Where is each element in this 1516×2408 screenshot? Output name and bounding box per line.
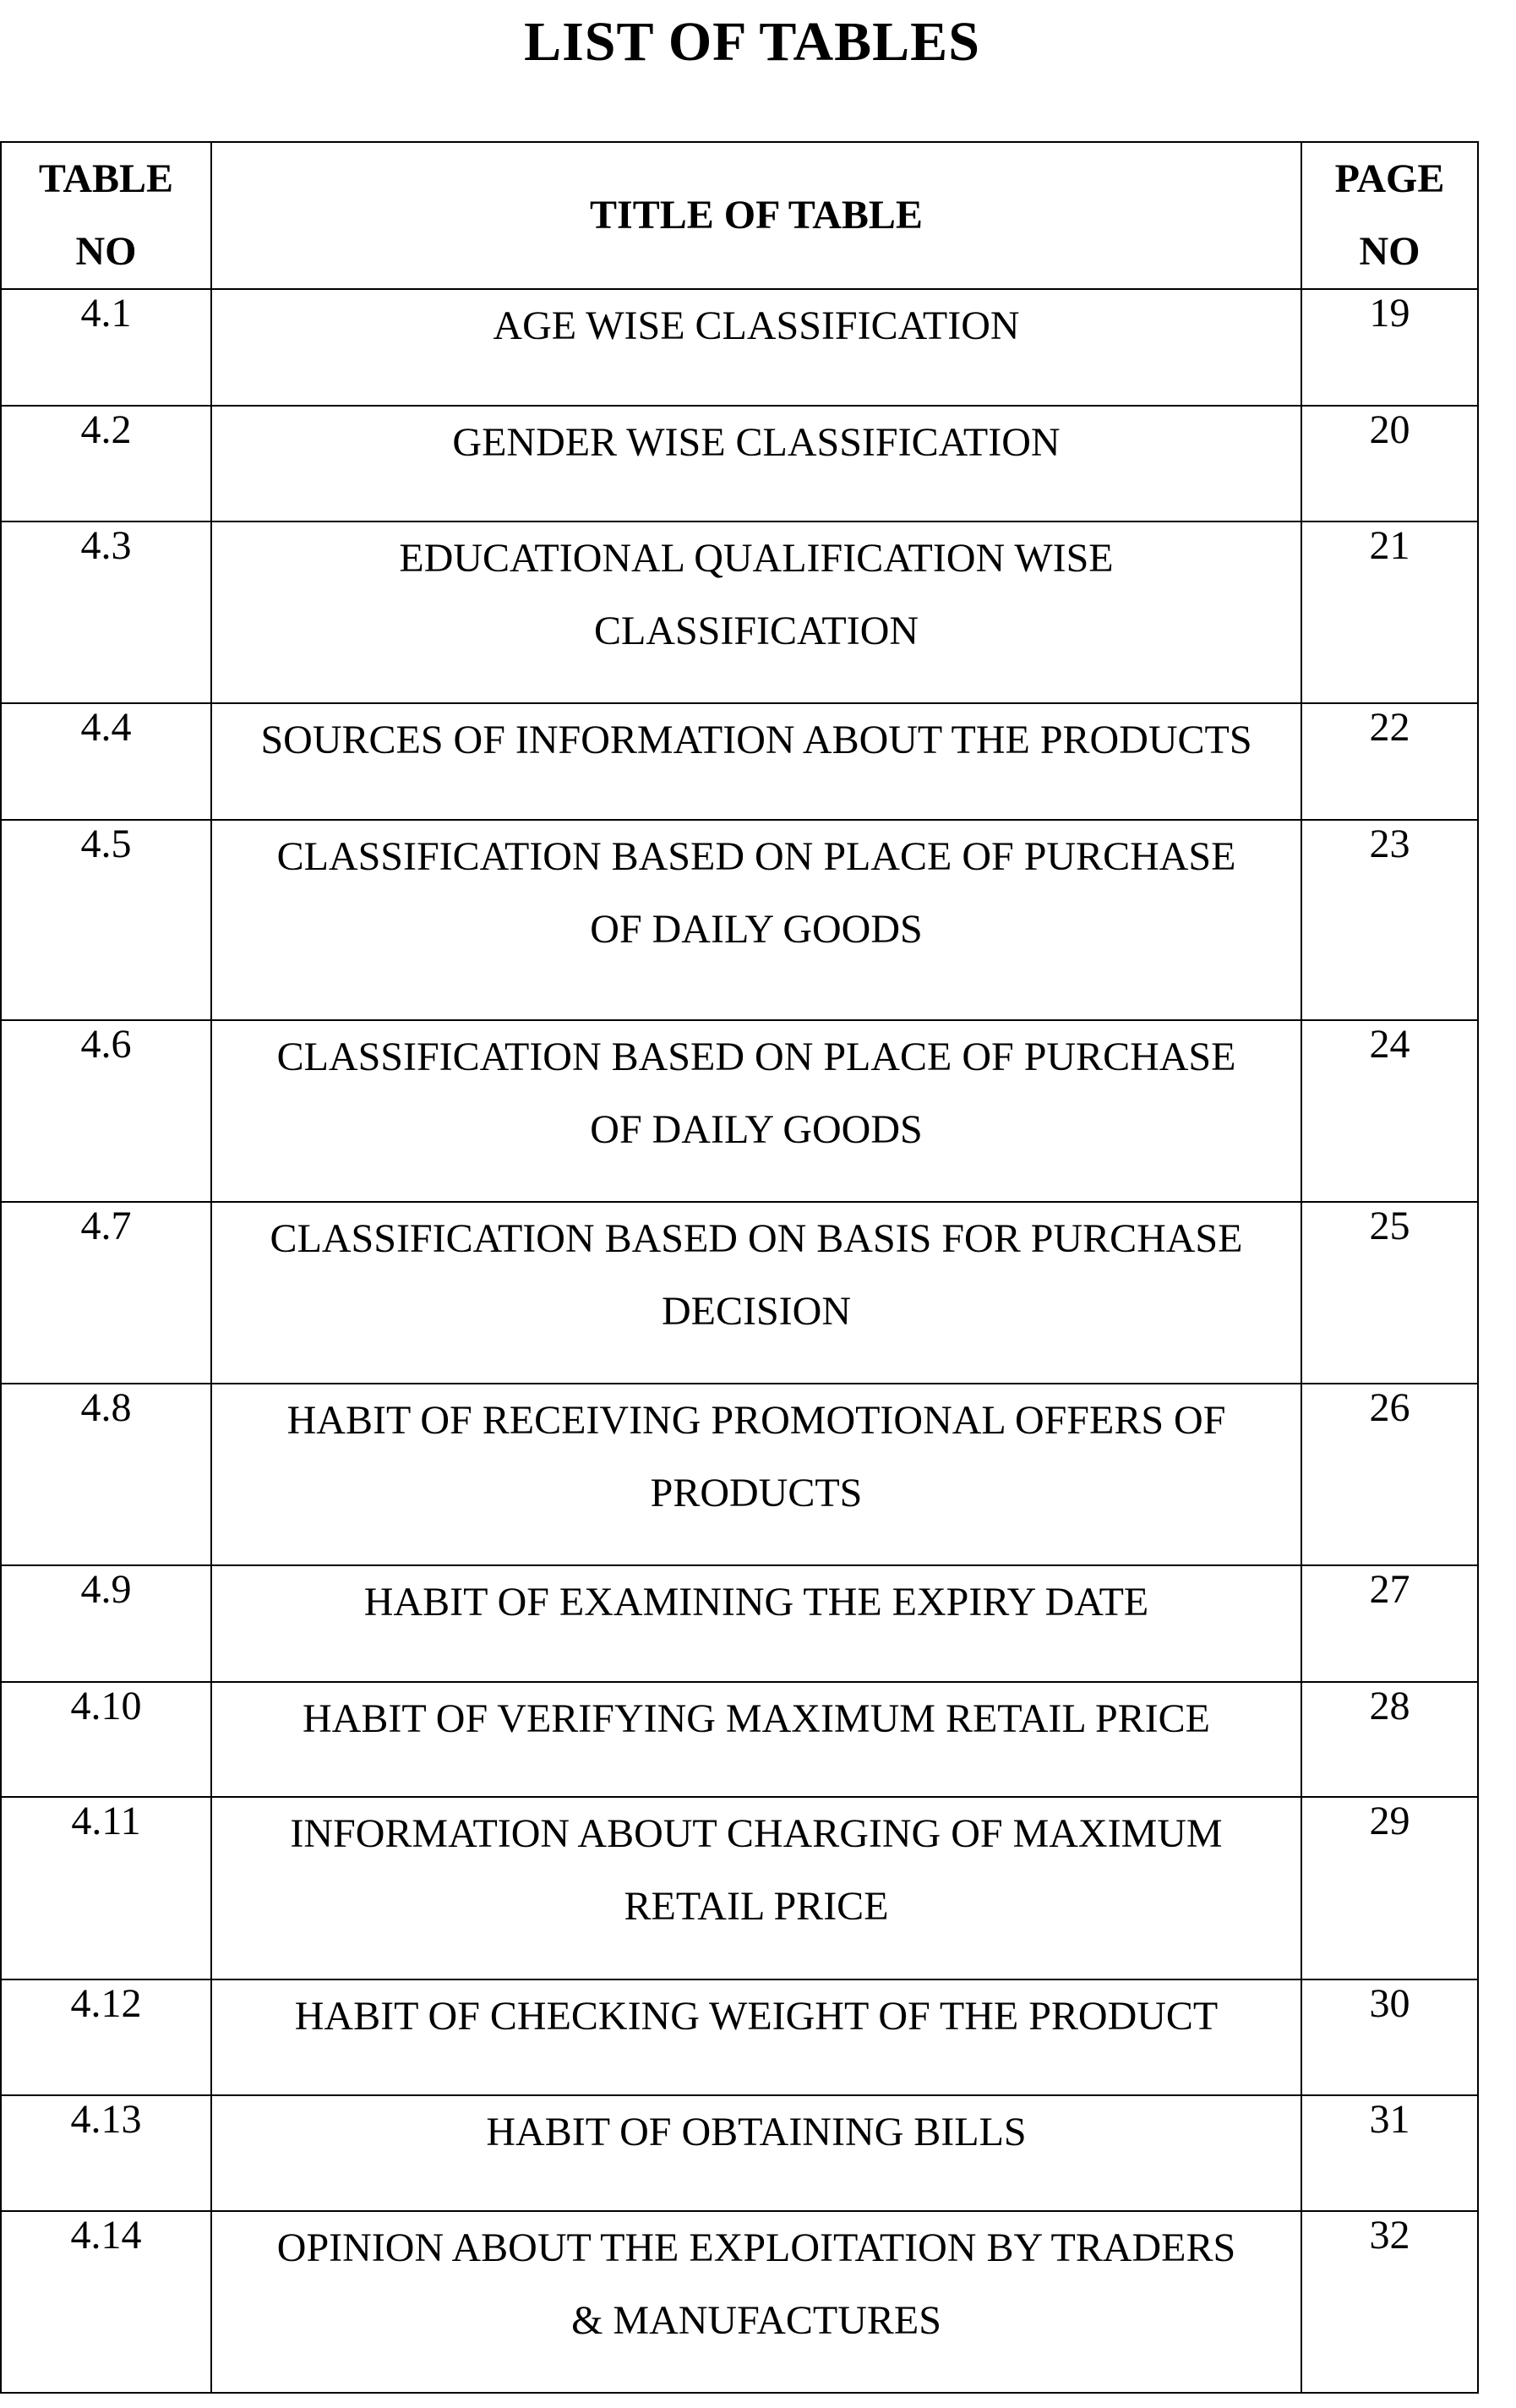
table-row — [1, 1384, 1478, 1565]
page-number: 25 — [1301, 1202, 1478, 1384]
table-number: 4.3 — [1, 521, 211, 703]
header-table-no-line2: NO — [75, 229, 137, 274]
table-row — [1, 1202, 1478, 1384]
page-number: 23 — [1301, 820, 1478, 1020]
header-table-no-line1: TABLE — [38, 156, 174, 201]
table-title: HABIT OF CHECKING WEIGHT OF THE PRODUCT — [211, 1979, 1301, 2095]
page-number: 20 — [1301, 406, 1478, 521]
table-title: OPINION ABOUT THE EXPLOITATION BY TRADERS & MANUFACTURES — [211, 2211, 1301, 2393]
table-row — [1, 2211, 1478, 2393]
table-title: HABIT OF OBTAINING BILLS — [211, 2095, 1301, 2211]
table-title: AGE WISE CLASSIFICATION — [211, 289, 1301, 406]
table-number: 4.11 — [1, 1797, 211, 1979]
list-of-tables — [0, 141, 1479, 2394]
header-page-no — [1301, 142, 1478, 289]
table-number: 4.7 — [1, 1202, 211, 1384]
page-number: 19 — [1301, 289, 1478, 406]
header-table-no — [1, 142, 211, 289]
table-title: EDUCATIONAL QUALIFICATION WISE CLASSIFICATION — [211, 521, 1301, 703]
table-title: INFORMATION ABOUT CHARGING OF MAXIMUM RETAIL PRICE — [211, 1797, 1301, 1979]
page-number: 27 — [1301, 1565, 1478, 1682]
table-row — [1, 521, 1478, 703]
header-page-no-line1: PAGE — [1334, 156, 1445, 201]
table-number: 4.6 — [1, 1020, 211, 1202]
page-number: 32 — [1301, 2211, 1478, 2393]
table-title: SOURCES OF INFORMATION ABOUT THE PRODUCTS — [211, 703, 1301, 820]
table-title: CLASSIFICATION BASED ON PLACE OF PURCHASE OF DAILY GOODS — [211, 1020, 1301, 1202]
table-row — [1, 1565, 1478, 1682]
table-row — [1, 1682, 1478, 1797]
table-number: 4.8 — [1, 1384, 211, 1565]
table-row — [1, 1020, 1478, 1202]
page-number: 30 — [1301, 1979, 1478, 2095]
page-number: 28 — [1301, 1682, 1478, 1797]
header-title: TITLE OF TABLE — [211, 142, 1301, 289]
table-number: 4.12 — [1, 1979, 211, 2095]
table-number: 4.9 — [1, 1565, 211, 1682]
table-title: HABIT OF EXAMINING THE EXPIRY DATE — [211, 1565, 1301, 1682]
table-title: GENDER WISE CLASSIFICATION — [211, 406, 1301, 521]
page-title: LIST OF TABLES — [524, 11, 980, 73]
table-number: 4.14 — [1, 2211, 211, 2393]
table-row — [1, 1979, 1478, 2095]
page-number: 21 — [1301, 521, 1478, 703]
page-number: 31 — [1301, 2095, 1478, 2211]
table-number: 4.4 — [1, 703, 211, 820]
page-number: 29 — [1301, 1797, 1478, 1979]
table-title: CLASSIFICATION BASED ON PLACE OF PURCHASE OF DAILY GOODS — [211, 820, 1301, 1020]
table-row — [1, 406, 1478, 521]
table-number: 4.1 — [1, 289, 211, 406]
page-number: 24 — [1301, 1020, 1478, 1202]
table-row — [1, 2095, 1478, 2211]
table-row — [1, 820, 1478, 1020]
table-number: 4.2 — [1, 406, 211, 521]
table-title: HABIT OF VERIFYING MAXIMUM RETAIL PRICE — [211, 1682, 1301, 1797]
header-page-no-line2: NO — [1359, 229, 1421, 274]
table-number: 4.13 — [1, 2095, 211, 2211]
table-row — [1, 703, 1478, 820]
table-row — [1, 289, 1478, 406]
table-number: 4.10 — [1, 1682, 211, 1797]
table-row — [1, 1797, 1478, 1979]
table-number: 4.5 — [1, 820, 211, 1020]
page-number: 22 — [1301, 703, 1478, 820]
header-row — [1, 142, 1478, 289]
table-title: CLASSIFICATION BASED ON BASIS FOR PURCHASE DECISION — [211, 1202, 1301, 1384]
table-title: HABIT OF RECEIVING PROMOTIONAL OFFERS OF PRODUCTS — [211, 1384, 1301, 1565]
page-number: 26 — [1301, 1384, 1478, 1565]
